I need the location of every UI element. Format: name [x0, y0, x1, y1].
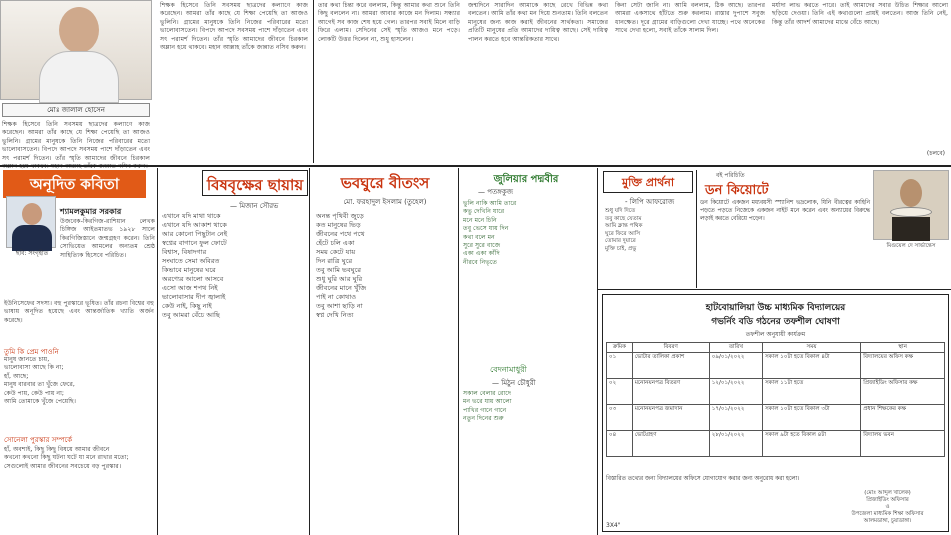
table-header: ক্রমিক	[607, 343, 633, 353]
table-cell: ২৮/০১/২০২২	[709, 431, 762, 457]
poem-author: - লিপি আফরোজ	[625, 198, 675, 206]
author-photo	[6, 196, 56, 248]
continued-label: (চলবে)	[926, 150, 945, 157]
table-cell: প্রিজাইডিং অফিসার কক্ষ	[861, 379, 945, 405]
top-col-6: মর্যাদা লাভ করতে পারে। তাই আমাদের সবার উচিত শিক্ষার আলো ছড়িয়ে দেওয়া। তিনি এই কথাগুলো প্রায়ই বলতেন। আজ তিনি নেই, কিন্তু তাঁর আদর্শ আমাদের মাঝে বেঁচে আছে।	[772, 2, 948, 26]
table-header: বিবরণ	[632, 343, 709, 353]
poem-body: অনন্ত পৃথিবী জুড়ে কত মানুষের ভিড় জীবনের পথে পথে হেঁটে চলি একা সময় কেটে যায় দিন রাত্রি ঘুরে তবু আমি ভবঘুরে শুধু ঘুরি আর ঘুরি জীবনের মানে খুঁজি পাই না কোথাও তবু আশা ছাড়ি না স্বপ্ন দেখি নিত্য	[316, 212, 367, 319]
portrait-caption: মিগুয়েল দে সার্ভান্তেস	[886, 243, 936, 249]
poem-1: মানুষ জানতে চায়, ভালোবাসা আছে কি না; হাঁ, আছে; মানুষ বারবার তা খুঁজে ফেরে, কেউ পায়, কেউ পায় না; আমি তোমাকে খুঁজে পেয়েছি।	[4, 356, 76, 406]
top-col-1: শিক্ষক হিসেবে তিনি সবসময় ছাত্রদের কল্যাণে কাজ করেছেন। আমরা তাঁর কাছে যে শিক্ষা পেয়েছি তা আজও ভুলিনি। গ্রামের মানুষকে তিনি নিজের পরিবারের মতো ভালোবাসতেন। বিপদে আপদে সবসময় পাশে দাঁড়াতেন এবং সৎ পরামর্শ দিতেন। তাঁর স্মৃতি আমাদের জীবনে চিরকাল	[2, 121, 150, 162]
table-row	[607, 431, 945, 457]
top-col-2: শিক্ষক হিসেবে তিনি সবসময় ছাত্রদের কল্যাণে কাজ করেছেন। আমরা তাঁর কাছে যে শিক্ষা পেয়েছি তা আজও ভুলিনি। গ্রামের মানুষকে তিনি নিজের পরিবারের মতো ভালোবাসতেন। বিপদে আপদে সবসময় পাশে দাঁড়াতেন এবং সৎ পরামর্শ দিতেন। তাঁর স্মৃতি আমাদের জীবনে চিরকাল অম্লান হয়ে থাকবে। মহান আল্লাহ তাঁকে জান্নাত নসিব করুন।	[160, 2, 308, 52]
portrait-body	[892, 217, 930, 241]
table-cell: ০৯/০১/২০২২	[709, 353, 762, 379]
book-body: ডন কিয়োটে একজন মধ্যবয়সী স্প্যানিশ ভদ্রলোক, যিনি বীরত্বের কাহিনি পড়তে পড়তে নিজেকে একজন নাইট মনে করেন এবং অন্যায়ের বিরুদ্ধে লড়াই করতে বেরিয়ে পড়েন।	[700, 200, 870, 222]
table-row	[607, 353, 945, 379]
poem-author-2: — মিঠুন চৌধুরী	[492, 379, 536, 387]
schedule-table	[606, 342, 945, 457]
notice-title: হাটবোয়ালিয়া উচ্চ মাধ্যমিক বিদ্যালয়ের	[705, 303, 846, 313]
table-title: তফশীল অনুযায়ী কার্যক্রম	[745, 331, 806, 338]
notice-note: বিস্তারিত তথ্যের জন্য বিদ্যালয়ের অফিসে যোগাযোগ করার জন্য অনুরোধ করা হলো।	[606, 476, 800, 482]
section-divider	[0, 165, 951, 167]
poem-1-title: তুমি কি প্রেম পাওনি	[4, 348, 59, 356]
author-photo-caption: ছবি: সংগৃহীত	[15, 250, 49, 257]
divider	[309, 168, 310, 535]
author-bio-2: ইউনিসেফের সদস্য। বহু পুরস্কারে ভূষিত। তাঁর রচনা বিশ্বের বহু ভাষায় অনূদিত হয়েছে এবং আন্তর্জাতিক খ্যাতি অর্জন করেছে।	[4, 300, 154, 324]
poem-title: বিষবৃক্ষের ছায়ায়	[206, 176, 304, 194]
author-bio: উজবেক-কিরগিজ-রাশিয়ান লেখক চিঙ্গিজ আইতমাতভ ১৯২৮ সালে কিরগিজিস্তানে জন্মগ্রহণ করেন। তিনি সোভিয়েত আমলের অন্যতম শ্রেষ্ঠ সাহিত্যিক হিসেবে পরিচিত।	[60, 218, 155, 259]
divider	[696, 170, 697, 288]
poem-body: এখানে যদি মাথা থাকে এখানে যদি আকাশ থাকে আর কোনো পিছুটান নেই স্বপ্নের বাগানে ফুল ফোটে বিশ্বাস, বিষাদগার সংঘাতে সেমা অবিরত কিভাবে মানুষের ঘরে অরণ্যের আলো আসবে এসো আজ শপথ নিই ভালোবাসার দীপ জ্বালাই কেউ নাই, কিছু নাই তবু আমরা বেঁচে আছি	[162, 212, 228, 319]
divider	[157, 168, 158, 535]
table-cell: সকাল ১০টা হতে বিকাল ৪টা	[763, 353, 861, 379]
table-cell: বিদ্যালয় ভবন	[861, 431, 945, 457]
poem-author: — মিজান সৌরভ	[230, 202, 279, 210]
table-cell: বিদ্যালয়ের অফিস কক্ষ	[861, 353, 945, 379]
poem-body-2: সকাল বেলার রোদে মন ভরে যায় আলো পাখির গানে গানে নতুন দিনের শুরু	[463, 390, 512, 423]
notice-signature: (মোঃ আব্দুল খালেক) প্রিজাইডিং অফিসার ও উপজেলা মাধ্যমিক শিক্ষা অফিসার আলমডাঙ্গা, চুয়াডাঙ্গা।	[851, 490, 924, 524]
book-title: ডন কিয়োটে	[705, 183, 769, 198]
poem-2: হাঁ, অবশ্যই, কিছু কিছু বিষয়ে আমার জীবনে কখনো কখনো কিছু ঘটনা ঘটে যা মনে রাখার মতো; সেগুলোই আমার জীবনের সবচেয়ে বড় পুরস্কার।	[4, 446, 129, 470]
table-cell: ১২/০১/২০২২	[709, 379, 762, 405]
table-header: তারিখ	[709, 343, 762, 353]
ad-code: 3X4"	[606, 522, 621, 529]
table-cell: ০২	[607, 379, 633, 405]
poem-author: মো. ফরহাদুল ইসলাম (তুহেল)	[343, 198, 427, 206]
portrait-photo	[873, 170, 949, 240]
divider	[313, 0, 314, 163]
table-cell: মনোনয়নপত্র জমাদান	[632, 405, 709, 431]
table-header: সময়	[763, 343, 861, 353]
table-header-row	[607, 343, 945, 353]
table-cell: ০৩	[607, 405, 633, 431]
table-cell: ভোটার তালিকা প্রকাশ	[632, 353, 709, 379]
poem-body: ভুলি নাকি আমি তারে কভু দেখিনি যারে মনে মনে চিনি তবু ভেসে যায় দিন কথা বলে মন সুরে সুরে বাজে একা একা কাঁদি নীরবে নিভৃতে	[463, 200, 517, 266]
poem-body: শুধু যদি দিতে তবু কাছে যেতাম আমি ক্লান্ত পথিক ঘুরে ফিরে আসি তোমার দুয়ারে মুক্তি চাই, প্রভু	[605, 208, 643, 252]
author-photo-face	[22, 203, 42, 225]
top-col-3: তার কথা চিন্তা করে বললাম, কিন্তু আমার কথা শুনে তিনি কিছু বললেন না। আমরা আবার কাজে মন দিলাম। সন্ধ্যার আগেই সব কাজ শেষ হয়ে গেল। তারপর সবাই মিলে বাড়ি ফিরে এলাম। সেদিনের সেই স্মৃতি আজও মনে পড়ে। লোকটি উত্তর দিলেন না, শুধু হাসলেন।	[318, 2, 460, 43]
author-photo-suit	[12, 225, 52, 251]
divider	[598, 289, 951, 290]
table-row	[607, 405, 945, 431]
table-cell: ০৪	[607, 431, 633, 457]
table-cell: ০১	[607, 353, 633, 379]
poem-2-title: সোনেলা পুরস্কার সম্পর্কে	[4, 436, 73, 444]
portrait-face	[900, 179, 922, 207]
top-col-4: জন্মদিনে সারাদিন আমাকে কাছে রেখে বিভিন্ন কথা বলতেন। আমি তাঁর কথা মন দিয়ে শুনতাম। তিনি বলতেন মানুষের জন্য কাজ করাই জীবনের সার্থকতা। সমাজের প্রতিটি মানুষের প্রতি আমাদের দায়িত্ব আছে। সেই দায়িত্ব পালন করতে হবে আন্তরিকতার সাথে।	[468, 2, 608, 43]
table-cell: সকাল ১০টা হতে বিকাল ৩টা	[763, 405, 861, 431]
poem-title: মুক্তি প্রার্থনা	[621, 176, 675, 189]
table-row	[607, 379, 945, 405]
table-cell: সকাল ১১টা হতে	[763, 379, 861, 405]
portrait-body	[39, 51, 119, 103]
table-cell: ভোটগ্রহণ	[632, 431, 709, 457]
table-cell: ১৭/০১/২০২২	[709, 405, 762, 431]
portrait-face	[59, 7, 99, 53]
divider	[597, 168, 598, 535]
notice-subtitle: গভর্নিং বডি গঠনের তফশীল ঘোষণা	[711, 317, 840, 327]
top-col-5: কিনা সেটা জানি না। আমি বললাম, ঠিক আছে। তারপর আমরা একসাথে হাঁটতে শুরু করলাম। রাস্তার দুপাশে সবুজ ধানক্ষেত। দূরে গ্রামের বাড়িগুলো দেখা যাচ্ছে। পথে অনেকের সাথে দেখা হলো, সবাই তাঁকে সালাম দিল।	[615, 2, 765, 35]
poem-author: — পতঙ্গকুজ	[478, 188, 514, 196]
portrait-photo	[0, 0, 152, 100]
table-cell: সকাল ৯টা হতে বিকাল ৪টা	[763, 431, 861, 457]
poem-title: জুলিয়ার পদ্মবীর	[493, 174, 559, 185]
table-cell: মনোনয়নপত্র বিতরণ	[632, 379, 709, 405]
section-header: অনূদিত কবিতা	[3, 170, 146, 198]
portrait-ruff	[890, 207, 932, 217]
table-header: স্থান	[861, 343, 945, 353]
table-cell: প্রধান শিক্ষকের কক্ষ	[861, 405, 945, 431]
portrait-caption: মোঃ জালাল হোসেন	[2, 103, 150, 117]
book-tag: বই পরিচিতি	[716, 172, 745, 179]
poem-subtitle: বেদনামাধুরী	[490, 365, 527, 374]
poem-title: ভবঘুরে বীতংস	[340, 174, 430, 192]
divider	[458, 168, 459, 535]
poem-author: শ্যামলকুমার সরকার	[60, 207, 122, 216]
